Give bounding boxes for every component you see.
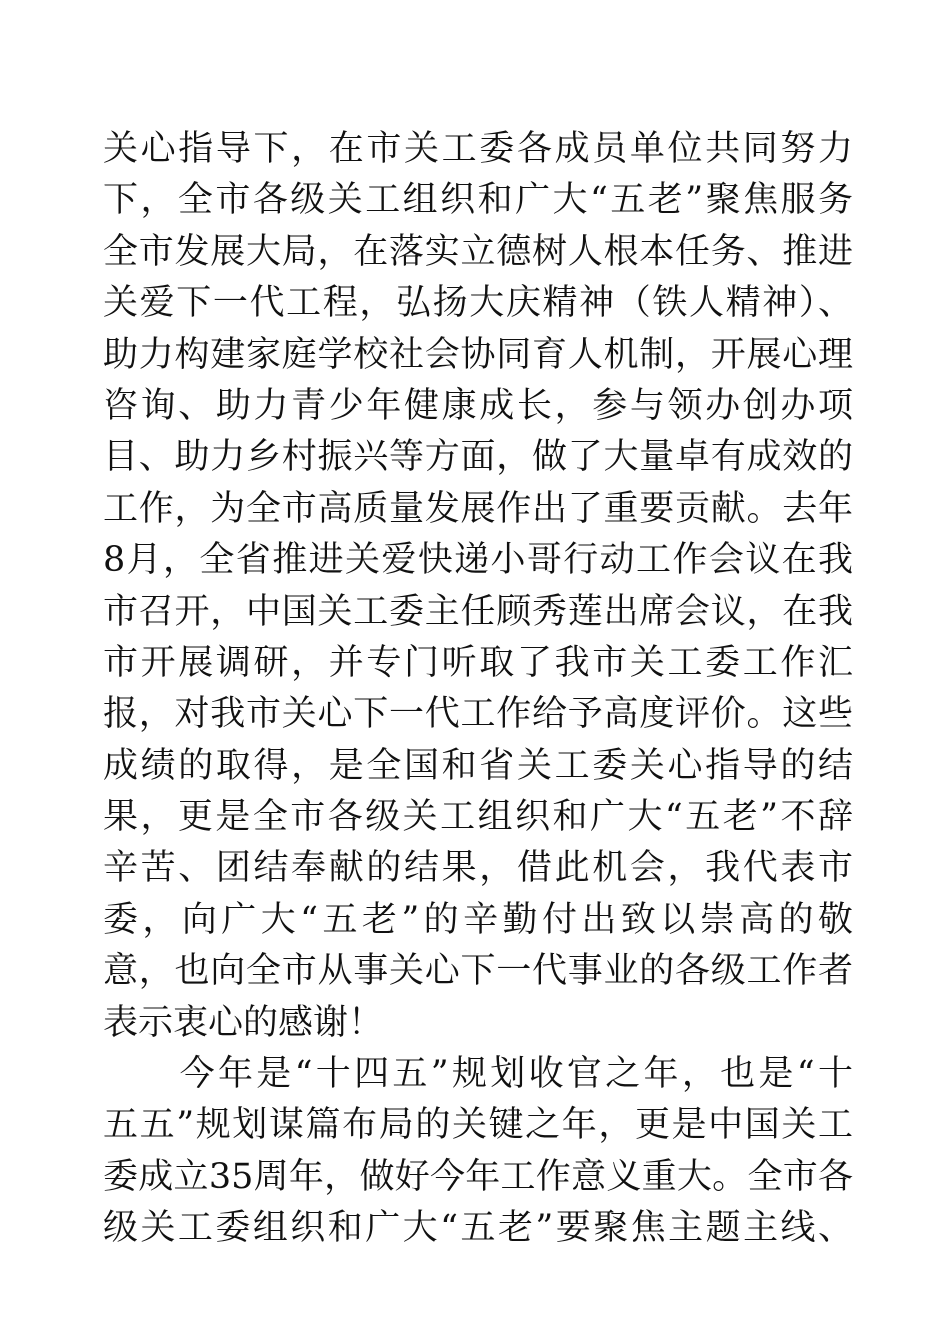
text-line: 级关工委组织和广大“五老”要聚焦主题主线、: [103, 1208, 853, 1249]
text-line: 咨询、助力青少年健康成长，参与领办创办项: [103, 385, 853, 426]
text-line: 8月，全省推进关爱快递小哥行动工作会议在我: [103, 540, 853, 581]
text-line: 工作，为全市高质量发展作出了重要贡献。去年: [103, 488, 853, 529]
text-line: 五五”规划谋篇布局的关键之年，更是中国关工: [103, 1105, 853, 1146]
text-line: 辛苦、团结奉献的结果，借此机会，我代表市: [103, 848, 853, 889]
text-line: 市开展调研，并专门听取了我市关工委工作汇: [103, 642, 853, 683]
text-line: 成绩的取得，是全国和省关工委关心指导的结: [103, 745, 853, 786]
text-line: 全市发展大局，在落实立德树人根本任务、推进: [103, 231, 853, 272]
text-line: 委成立35周年，做好今年工作意义重大。全市各: [103, 1156, 853, 1197]
text-line: 今年是“十四五”规划收官之年，也是“十: [103, 1054, 853, 1095]
text-line: 意，也向全市从事关心下一代事业的各级工作者: [103, 951, 853, 992]
text-line: 关心指导下，在市关工委各成员单位共同努力: [103, 129, 853, 169]
text-line: 助力构建家庭学校社会协同育人机制，开展心理: [103, 334, 853, 375]
body-text: [103, 124, 853, 1255]
text-line: 下，全市各级关工组织和广大“五老”聚焦服务: [103, 180, 853, 221]
text-line: 关爱下一代工程，弘扬大庆精神（铁人精神）、: [103, 283, 853, 324]
text-line: 报，对我市关心下一代工作给予高度评价。这些: [103, 694, 853, 735]
text-line: 目、助力乡村振兴等方面，做了大量卓有成效的: [103, 437, 853, 478]
text-line: 表示衷心的感谢！: [103, 1002, 384, 1043]
text-line: 市召开，中国关工委主任顾秀莲出席会议，在我: [103, 591, 853, 632]
text-line: 委，向广大“五老”的辛勤付出致以崇高的敬: [103, 899, 853, 940]
text-line: 果，更是全市各级关工组织和广大“五老”不辞: [103, 797, 853, 838]
